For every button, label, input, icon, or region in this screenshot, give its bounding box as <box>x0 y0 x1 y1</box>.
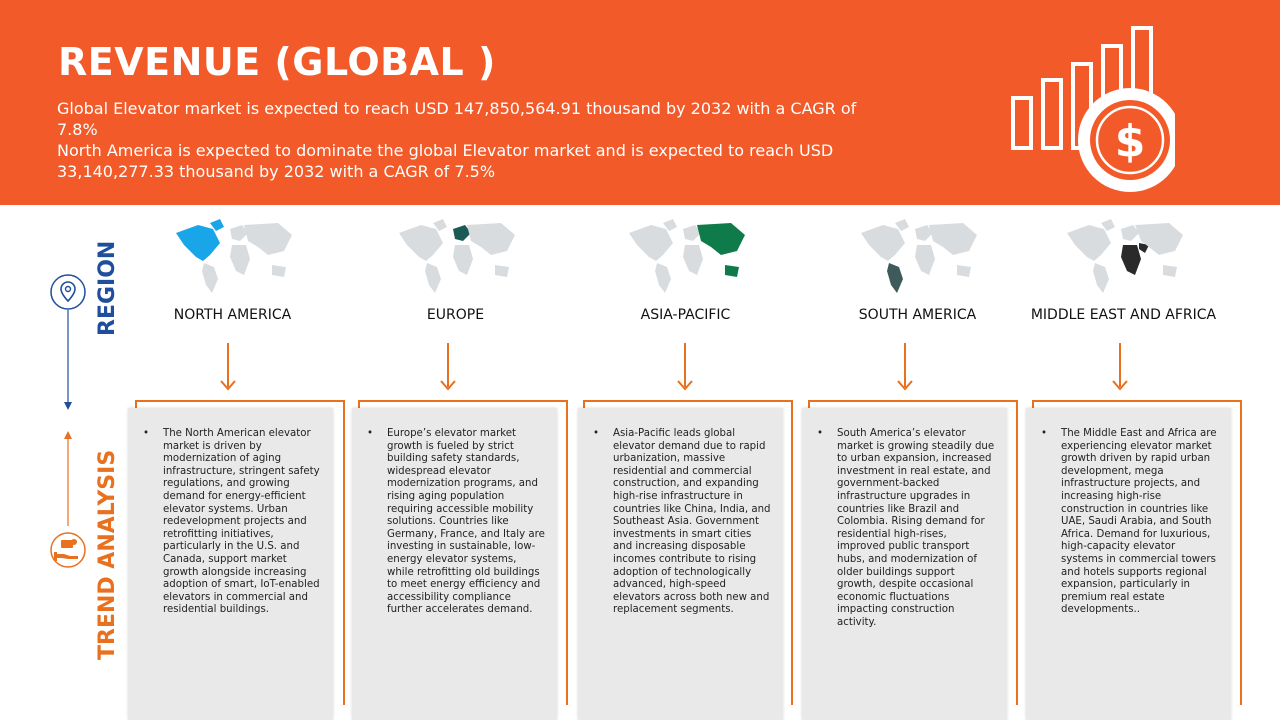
trend-bullet: • The Middle East and Africa are experiencing elevator market growth driven by rapid urban development, mega infrastructure projects, and increasing high-rise construction in countries like UAE, Saudi Arabia, and South Africa. Demand for luxurious, high-capacity elevator systems in commercial towers and hotels supports regional expansion, particularly in premium real estate developments.. <box>1041 428 1219 617</box>
region-middle-east-africa <box>1016 215 1231 323</box>
region-name: ASIA-PACIFIC <box>640 307 731 323</box>
trend-card-asia-pacific <box>578 408 783 720</box>
region-side-label: REGION <box>95 240 120 336</box>
region-name: SOUTH AMERICA <box>858 307 977 323</box>
region-south-america <box>810 215 1025 323</box>
world-map-south-america <box>853 215 983 295</box>
trend-bullet: • South America’s elevator market is growing steadily due to urban expansion, increased investment in real estate, and government-backed infrastructure upgrades in countries like Brazil and Colombia. Rising demand for residential high-rises, improved public transport hubs, and modernization of older buildings support growth, despite occasional economic fluctuations impacting construction activity. <box>817 428 995 630</box>
world-map-asia-pacific <box>621 215 751 295</box>
north-america-summary: North America is expected to dominate the global Elevator market and is expected to reach USD 33,140,277.33 thousand by 2032 with a CAGR of 7.5% <box>57 141 834 181</box>
region-asia-pacific <box>578 215 793 323</box>
region-europe <box>348 215 563 323</box>
trend-bullet: • Europe’s elevator market growth is fueled by strict building safety standards, widespread elevator modernization programs, and rising aging population requiring accessible mobility solutions. Countries like Germany, France, and Italy are investing in sustainable, low-energy elevator systems, while retrofitting old buildings to meet energy efficiency and accessibility compliance further accelerates demand. <box>367 428 545 617</box>
trend-side-label: TREND ANALYSIS <box>95 449 120 660</box>
revenue-header <box>0 0 1280 205</box>
down-arrow-icon <box>220 343 236 395</box>
world-map-north-america <box>168 215 298 295</box>
svg-text:$: $ <box>1114 116 1146 167</box>
world-map-europe <box>391 215 521 295</box>
down-arrow-icon <box>1112 343 1128 395</box>
down-arrow-icon <box>440 343 456 395</box>
down-arrow-icon <box>677 343 693 395</box>
global-market-summary: Global Elevator market is expected to reach USD 147,850,564.91 thousand by 2032 with a CAGR of 7.8% <box>57 99 857 139</box>
page-title: REVENUE (GLOBAL ) <box>58 40 496 84</box>
trend-card-south-america <box>802 408 1007 720</box>
region-name: EUROPE <box>426 307 485 323</box>
world-map-middle-east-africa <box>1059 215 1189 295</box>
revenue-growth-dollar-icon <box>1005 18 1175 198</box>
trend-card-europe <box>352 408 557 720</box>
trend-card-middle-east-africa <box>1026 408 1231 720</box>
region-name: MIDDLE EAST AND AFRICA <box>1030 307 1217 323</box>
trend-bullet: • The North American elevator market is driven by modernization of aging infrastructure, stringent safety regulations, and growing demand for energy-efficient elevator systems. Urban redevelopment projects and retrofitting initiatives, particularly in the U.S. and Canada, support market growth alongside increasing adoption of smart, IoT-enabled elevators in commercial and residential buildings. <box>143 428 321 617</box>
trend-bullet: • Asia-Pacific leads global elevator demand due to rapid urbanization, massive residential and commercial construction, and expanding high-rise infrastructure in countries like China, India, and Southeast Asia. Government investments in smart cities and increasing disposable incomes contribute to rising adoption of technologically advanced, high-speed elevators across both new and replacement segments. <box>593 428 771 617</box>
trend-card-north-america <box>128 408 333 720</box>
region-north-america <box>125 215 340 323</box>
down-arrow-icon <box>897 343 913 395</box>
revenue-summary <box>57 98 857 182</box>
region-name: NORTH AMERICA <box>173 307 292 323</box>
